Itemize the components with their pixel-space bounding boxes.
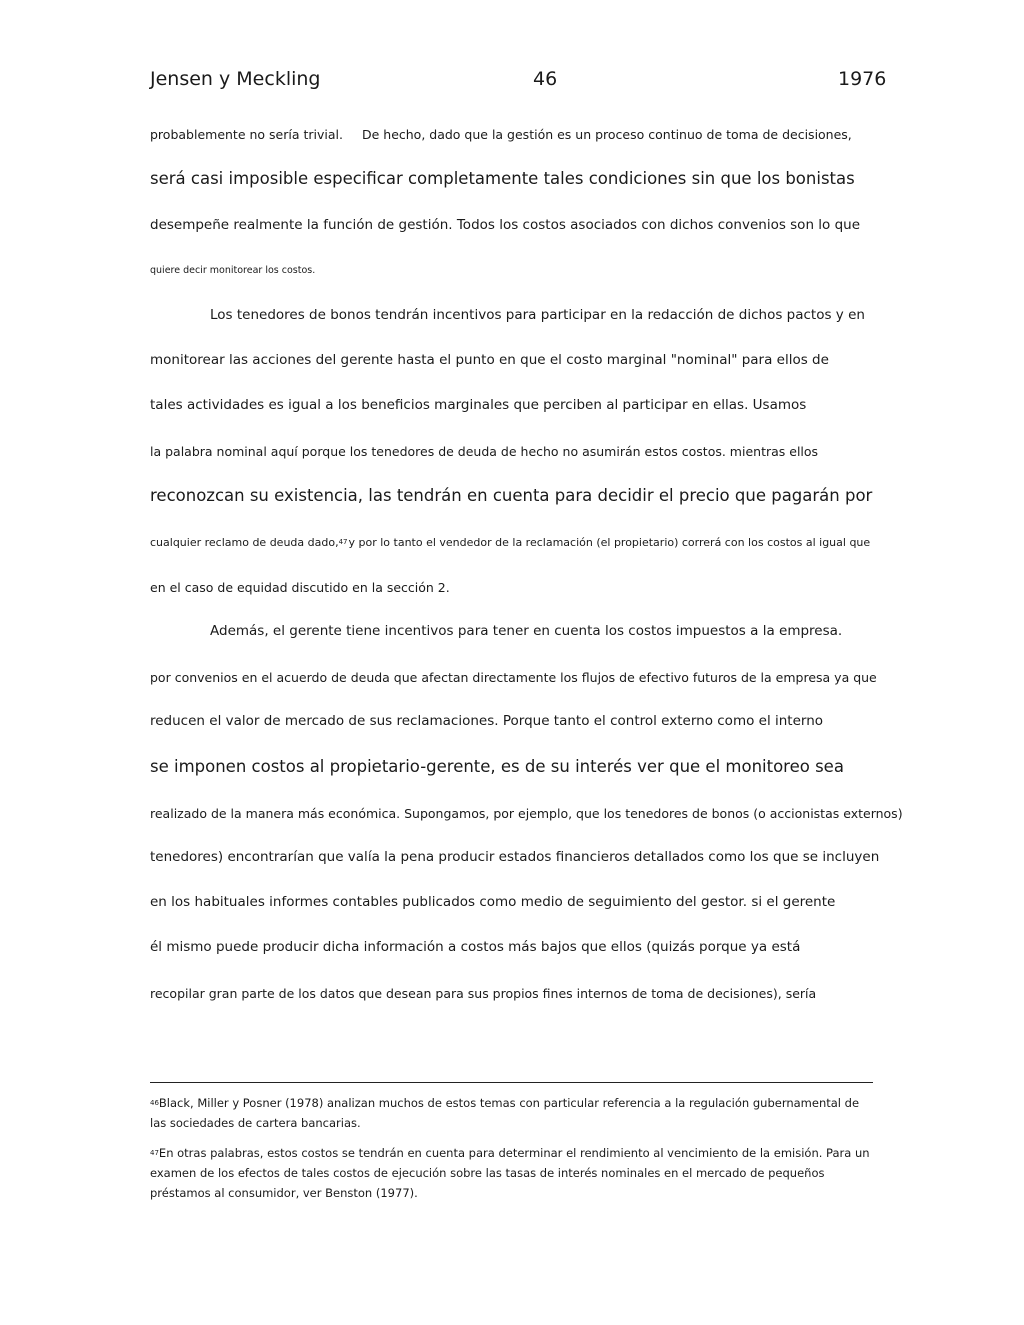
footnote (150, 1143, 872, 1203)
body-line: monitorear las acciones del gerente hasta el punto en que el costo marginal "nominal" para ellos de (150, 352, 829, 368)
body-line-part: cualquier reclamo de deuda dado, (150, 536, 339, 549)
body-line: tenedores) encontrarían que valía la pena producir estados financieros detallados como los que se incluyen (150, 849, 880, 865)
running-header-authors: Jensen y Meckling (150, 68, 321, 90)
body-line: desempeñe realmente la función de gestión. Todos los costos asociados con dichos convenios son lo que (150, 217, 861, 233)
paragraph-start-line: Además, el gerente tiene incentivos para tener en cuenta los costos impuestos a la empresa. (210, 623, 843, 639)
body-line: por convenios en el acuerdo de deuda que afectan directamente los flujos de efectivo futuros de la empresa ya que (150, 670, 877, 685)
body-line: en los habituales informes contables publicados como medio de seguimiento del gestor. si el gerente (150, 894, 836, 910)
footnote-number: 46 (150, 1099, 159, 1107)
body-line: recopilar gran parte de los datos que desean para sus propios fines internos de toma de decisiones), sería (150, 986, 817, 1001)
body-line-part: y por lo tanto el vendedor de la reclamación (el propietario) correrá con los costos al igual que (348, 536, 871, 549)
footnote (150, 1093, 872, 1133)
page-number: 46 (533, 68, 558, 90)
body-line: la palabra nominal aquí porque los tenedores de deuda de hecho no asumirán estos costos. mientras ellos (150, 444, 819, 459)
footnote-reference: 47 (338, 538, 348, 546)
body-line-part: De hecho, dado que la gestión es un proceso continuo de toma de decisiones, (361, 127, 852, 142)
running-header-year: 1976 (838, 68, 887, 90)
body-line (150, 127, 852, 142)
body-line: será casi imposible especificar completamente tales condiciones sin que los bonistas (150, 169, 855, 188)
paragraph-start-line: Los tenedores de bonos tendrán incentivos para participar en la redacción de dichos pactos y en (210, 307, 865, 323)
footnote-number: 47 (150, 1149, 159, 1157)
footnote-text: Black, Miller y Posner (1978) analizan muchos de estos temas con particular referencia a la regulación gubernamental de las sociedades de cartera bancarias. (150, 1096, 860, 1130)
body-line: reducen el valor de mercado de sus reclamaciones. Porque tanto el control externo como el interno (150, 713, 824, 729)
body-line: quiere decir monitorear los costos. (150, 265, 316, 276)
body-line: se imponen costos al propietario-gerente, es de su interés ver que el monitoreo sea (150, 757, 844, 776)
body-line: en el caso de equidad discutido en la sección 2. (150, 580, 450, 595)
footnote-separator (150, 1082, 873, 1083)
body-line: él mismo puede producir dicha información a costos más bajos que ellos (quizás porque ya está (150, 939, 801, 955)
body-line: realizado de la manera más económica. Supongamos, por ejemplo, que los tenedores de bonos (o accionistas externos) (150, 806, 903, 821)
body-line: tales actividades es igual a los beneficios marginales que perciben al participar en ellas. Usamos (150, 397, 807, 413)
body-line-part: probablemente no sería trivial. (150, 127, 343, 142)
body-line (150, 536, 870, 549)
body-line: reconozcan su existencia, las tendrán en cuenta para decidir el precio que pagarán por (150, 486, 873, 505)
footnote-text: En otras palabras, estos costos se tendrán en cuenta para determinar el rendimiento al vencimiento de la emisión. Para un examen de los efectos de tales costos de ejecución sobre las tasas de interés nominales en el mercado de pequeños préstamos al consumidor, ver Benston (1977). (150, 1146, 870, 1200)
